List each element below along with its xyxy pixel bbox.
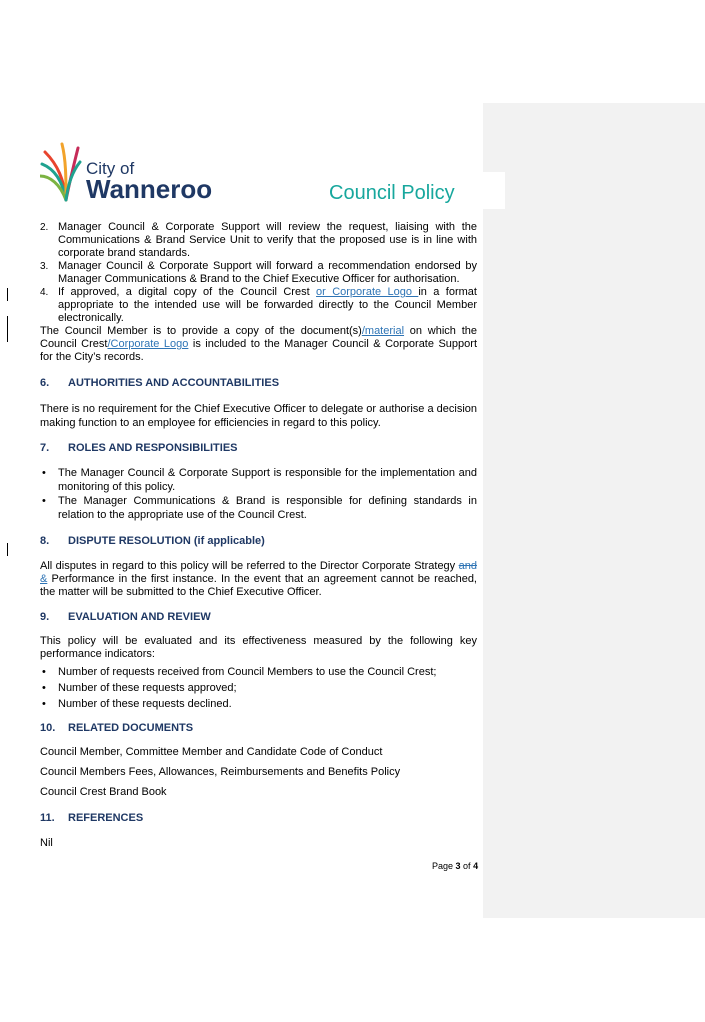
procedure-list — [40, 221, 477, 325]
tracked-deletion: and — [458, 560, 477, 572]
logo-mark-icon — [40, 140, 220, 202]
list-item — [40, 221, 477, 260]
list-text: If approved, a digital copy of the Council Crest — [58, 286, 317, 298]
change-bar — [7, 288, 8, 301]
list-item: • Number of requests received from Council Members to use the Council Crest; — [42, 666, 437, 678]
list-text: Manager Council & Corporate Support will review the request, liaising with the Communications & Brand Service Unit to verify that the proposed use is in line with corporate brand standards. — [58, 221, 477, 259]
list-text: Manager Council & Corporate Support will forward a recommendation endorsed by Manager Communications & Brand to the Chief Executive Officer for authorisation. — [58, 260, 477, 285]
list-number: 2. — [40, 222, 49, 233]
section-body: Nil — [40, 837, 53, 849]
title-tab — [483, 172, 505, 209]
logo-line1: City of — [86, 159, 135, 178]
list-text: in a format appropriate to the intended use will be forwarded directly to the Council Member electronically. — [58, 286, 477, 324]
bullet-list — [40, 664, 477, 712]
tracked-insertion: & — [40, 573, 48, 585]
section-heading: 6. AUTHORITIES AND ACCOUNTABILITIES — [40, 377, 280, 389]
list-item: • The Manager Communications & Brand is responsible for defining standards in relation to the appropriate use of the Council Crest. — [42, 495, 477, 521]
section-heading: 11. REFERENCES — [40, 812, 144, 824]
member-paragraph: The Council Member is to provide a copy of the document(s)/material on which the Council Crest/Corporate Logo is included to the Manager Council & Corporate Support for the City’s records. — [40, 325, 477, 363]
page-number: Page 3 of 4 — [432, 861, 479, 871]
related-document: Council Member, Committee Member and Candidate Code of Conduct — [40, 746, 383, 758]
list-item: • The Manager Council & Corporate Support is responsible for the implementation and monitoring of this policy. — [42, 467, 477, 493]
change-bar — [7, 543, 8, 556]
section-body: This policy will be evaluated and its effectiveness measured by the following key performance indicators: — [40, 635, 477, 660]
list-number: 3. — [40, 261, 49, 272]
document-body — [40, 221, 477, 850]
city-logo — [40, 140, 220, 202]
section-heading: 9. EVALUATION AND REVIEW — [40, 611, 211, 623]
change-bar — [7, 316, 8, 342]
tracked-insertion: or Corporate Logo — [316, 286, 419, 298]
related-document: Council Crest Brand Book — [40, 786, 167, 798]
section-body: All disputes in regard to this policy will be referred to the Director Corporate Strategy and & Performance in the first instance. In the event that an agreement cannot be reached, the matter will be submitted to the Chief Executive Officer. — [40, 560, 477, 598]
bullet-list — [40, 466, 477, 522]
tracked-insertion: /material — [361, 325, 405, 337]
list-item: • Number of these requests declined. — [42, 698, 232, 710]
tracked-insertion: /Corporate Logo — [107, 338, 189, 350]
list-item: • Number of these requests approved; — [42, 682, 237, 694]
section-heading: 7. ROLES AND RESPONSIBILITIES — [40, 442, 238, 454]
list-item — [40, 260, 477, 286]
section-body: There is no requirement for the Chief Executive Officer to delegate or authorise a decision making function to an employee for efficiencies in regard to this policy. — [40, 403, 477, 429]
logo-line2: Wanneroo — [86, 174, 213, 202]
list-item — [40, 286, 477, 325]
list-number: 4. — [40, 287, 49, 298]
comment-pane — [483, 103, 705, 918]
page-title: Council Policy — [329, 182, 455, 204]
section-heading: 8. DISPUTE RESOLUTION (if applicable) — [40, 535, 265, 547]
related-document: Council Members Fees, Allowances, Reimbursements and Benefits Policy — [40, 766, 401, 778]
section-heading: 10. RELATED DOCUMENTS — [40, 722, 194, 734]
